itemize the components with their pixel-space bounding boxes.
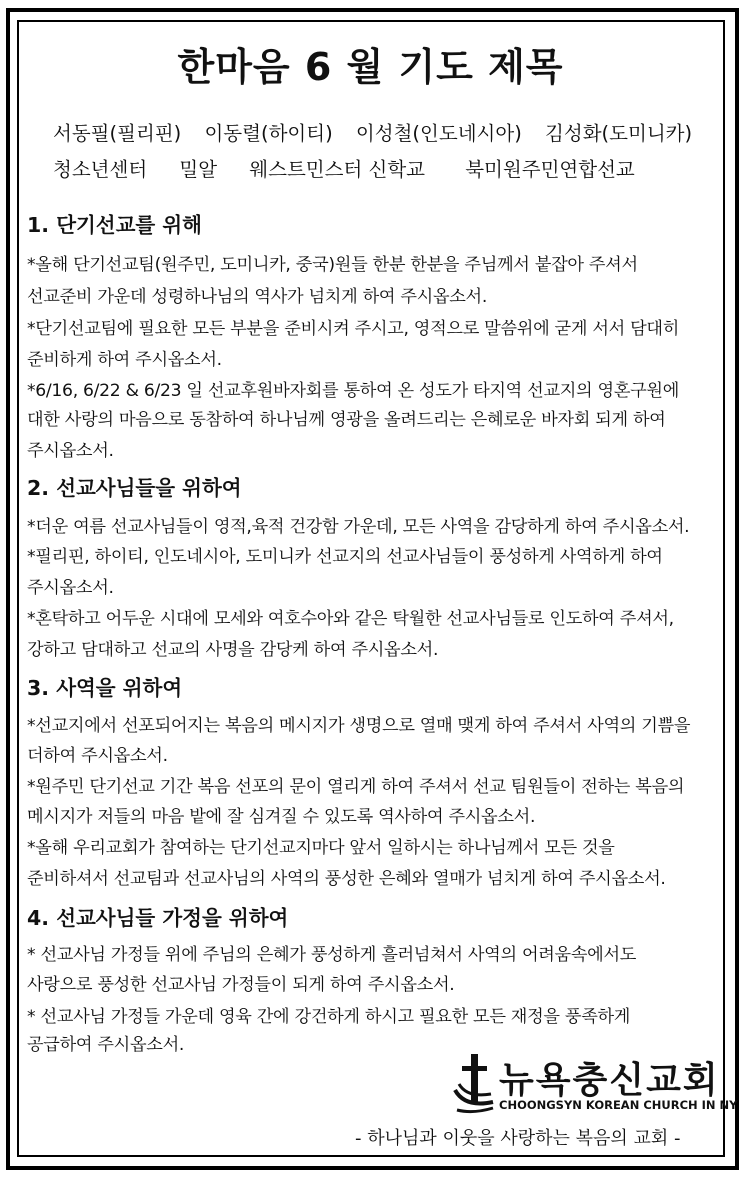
section-heading: 2. 선교사님들을 위하여	[27, 476, 242, 500]
ministry-name: 밀알	[179, 158, 218, 181]
section-heading: 1. 단기선교를 위해	[27, 213, 202, 237]
ministry-name: 북미원주민연합선교	[465, 158, 635, 181]
prayer-line: 주시옵소서.	[27, 578, 114, 598]
prayer-line: 선교준비 가운데 성령하나님의 역사가 넘치게 하여 주시옵소서.	[27, 287, 488, 307]
prayer-line: *원주민 단기선교 기간 복음 선포의 문이 열리게 하여 주셔서 선교 팀원들이 전하는 복음의	[27, 777, 685, 797]
missionary-name: 서동필(필리핀)	[53, 122, 182, 145]
church-name: 뉴욕충신교회	[499, 1060, 720, 1101]
section-heading: 4. 선교사님들 가정을 위하여	[27, 906, 289, 930]
prayer-line: *올해 단기선교팀(원주민, 도미니카, 중국)원들 한분 한분을 주님께서 붙잡아 주셔서	[27, 255, 638, 275]
prayer-line: *올해 우리교회가 참여하는 단기선교지마다 앞서 일하시는 하나님께서 모든 것을	[27, 838, 615, 858]
church-logo	[453, 1052, 738, 1117]
page-title: 한마음 6 월 기도 제목	[177, 45, 564, 89]
prayer-line: 사랑으로 풍성한 선교사님 가정들이 되게 하여 주시옵소서.	[27, 975, 455, 995]
prayer-line: *선교지에서 선포되어지는 복음의 메시지가 생명으로 열매 맺게 하여 주셔서 사역의 기쁨을	[27, 716, 691, 736]
prayer-line: 대한 사랑의 마음으로 동참하여 하나님께 영광을 올려드리는 은혜로운 바자회 되게 하여	[27, 410, 666, 430]
prayer-line: *6/16, 6/22 & 6/23 일 선교후원바자회를 통하여 온 성도가 타지역 선교지의 영혼구원에	[27, 381, 680, 401]
church-motto: - 하나님과 이웃을 사랑하는 복음의 교회 -	[355, 1128, 681, 1149]
prayer-line: 준비하셔서 선교팀과 선교사님의 사역의 풍성한 은혜와 열매가 넘치게 하여 주시옵소서.	[27, 869, 666, 889]
missionary-name: 이동렬(하이티)	[204, 122, 333, 145]
section-heading: 3. 사역을 위하여	[27, 676, 183, 700]
prayer-line: 메시지가 저들의 마음 밭에 잘 심겨질 수 있도록 역사하여 주시옵소서.	[27, 807, 536, 827]
prayer-line: * 선교사님 가정들 위에 주님의 은혜가 풍성하게 흘러넘쳐서 사역의 어려움속에서도	[27, 945, 637, 965]
cross-icon	[453, 1052, 495, 1114]
prayer-line: *더운 여름 선교사님들이 영적,육적 건강함 가운데, 모든 사역을 감당하게 하여 주시옵소서.	[27, 517, 690, 537]
ministry-name: 웨스트민스터 신학교	[249, 158, 426, 181]
prayer-line: *필리핀, 하이티, 인도네시아, 도미니카 선교지의 선교사님들이 풍성하게 사역하게 하여	[27, 547, 663, 567]
prayer-line: 준비하게 하여 주시옵소서.	[27, 350, 222, 370]
prayer-line: *혼탁하고 어두운 시대에 모세와 여호수아와 같은 탁월한 선교사님들로 인도하여 주셔서,	[27, 609, 674, 629]
church-name-english: CHOONGSYN KOREAN CHURCH IN NY	[499, 1098, 738, 1112]
missionary-name: 이성철(인도네시아)	[355, 122, 522, 145]
missionary-name: 김성화(도미니카)	[545, 122, 693, 145]
prayer-line: 공급하여 주시옵소서.	[27, 1035, 185, 1055]
prayer-line: *단기선교팀에 필요한 모든 부분을 준비시켜 주시고, 영적으로 말씀위에 굳게 서서 담대히	[27, 319, 680, 339]
missionary-names-row	[53, 118, 709, 146]
prayer-line: 강하고 담대하고 선교의 사명을 감당케 하여 주시옵소서.	[27, 640, 439, 660]
ministry-name: 청소년센터	[53, 158, 148, 181]
prayer-line: 더하여 주시옵소서.	[27, 746, 168, 766]
ministry-names-row	[53, 154, 652, 182]
prayer-line: 주시옵소서.	[27, 441, 114, 461]
prayer-line: * 선교사님 가정들 가운데 영육 간에 강건하게 하시고 필요한 모든 재정을 풍족하게	[27, 1007, 631, 1027]
